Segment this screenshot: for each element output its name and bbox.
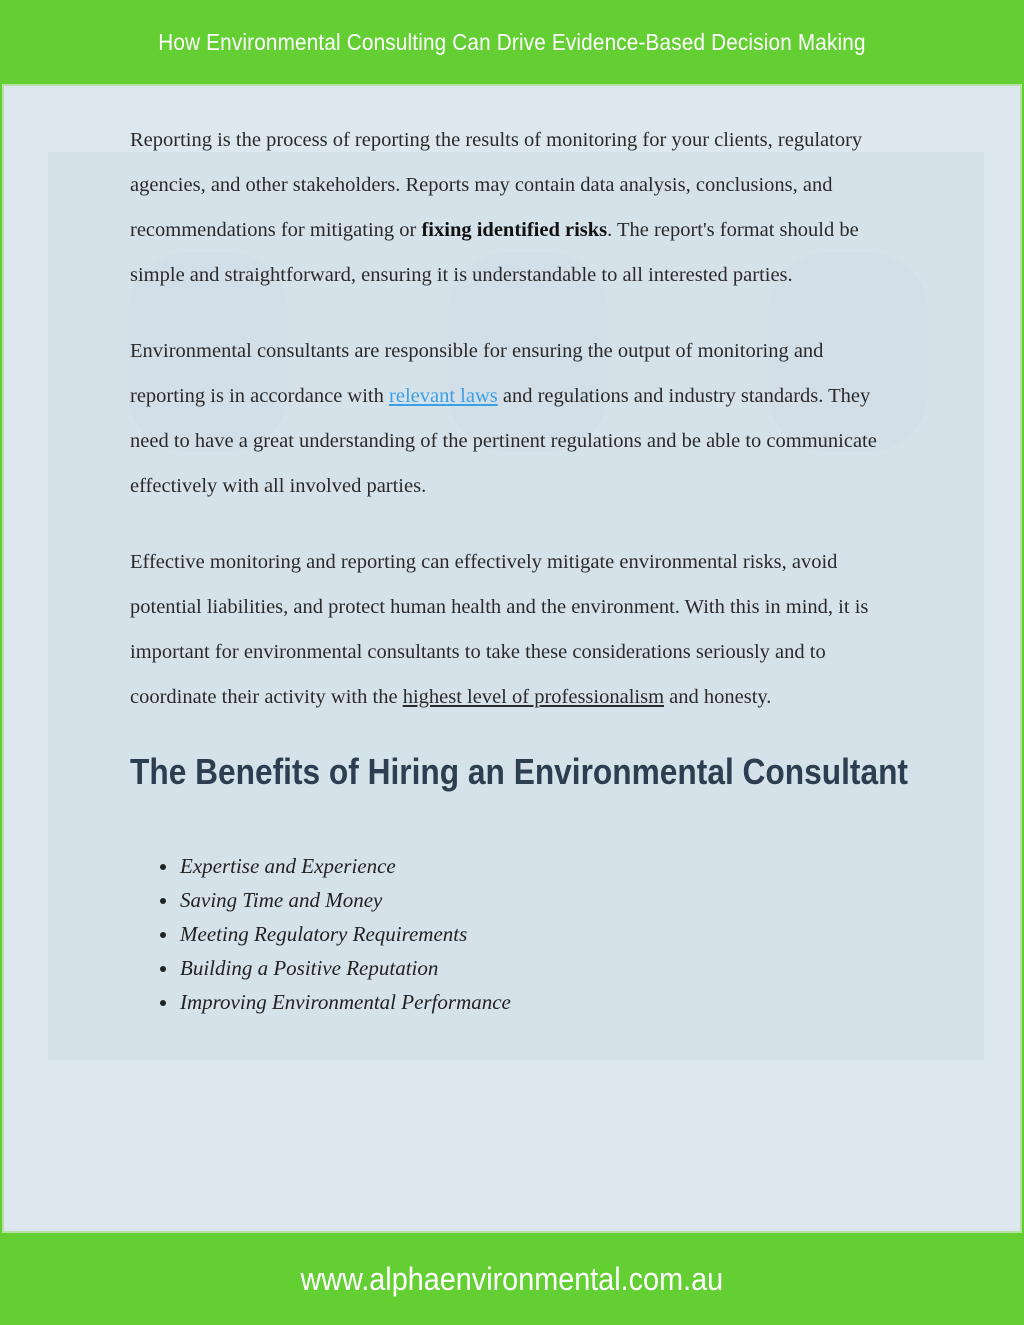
footer-url[interactable]: www.alphaenvironmental.com.au <box>300 1260 724 1297</box>
list-item <box>180 917 900 951</box>
list-item <box>180 849 900 883</box>
article-body <box>130 118 908 1019</box>
relevant-laws-link[interactable]: relevant laws <box>389 385 498 407</box>
bullet-icon <box>160 932 166 938</box>
bullet-icon <box>160 864 166 870</box>
bold-phrase: fixing identified risks <box>421 219 608 241</box>
list-item <box>180 883 900 917</box>
section-heading: The Benefits of Hiring an Environmental Consultant <box>130 751 908 792</box>
professionalism-link[interactable]: highest level of professionalism <box>402 686 665 708</box>
list-item-label: Improving Environmental Performance <box>180 990 511 1014</box>
page-footer <box>0 1233 1024 1325</box>
content-panel <box>2 84 1022 1233</box>
bullet-icon <box>160 1000 166 1006</box>
header-title: How Environmental Consulting Can Drive Evidence-Based Decision Making <box>158 28 866 55</box>
paragraph-effective-monitoring <box>130 540 900 720</box>
bullet-icon <box>160 966 166 972</box>
paragraph-text: and regulations and industry standards. They need to have a great understanding of the pertinent regulations and be able to communicate effectively with all involved parties. <box>130 385 877 497</box>
list-item-label: Saving Time and Money <box>180 888 383 912</box>
list-item <box>180 985 900 1019</box>
bullet-icon <box>160 898 166 904</box>
list-item-label: Building a Positive Reputation <box>180 956 439 980</box>
paragraph-text: . The report's format should be simple and straightforward, ensuring it is understandable to all interested parties. <box>130 219 859 286</box>
list-item <box>180 951 900 985</box>
list-item-label: Expertise and Experience <box>180 854 396 878</box>
paragraph-text: Environmental consultants are responsible for ensuring the output of monitoring and reporting is in accordance with <box>130 340 824 407</box>
paragraph-text: Reporting is the process of reporting the results of monitoring for your clients, regulatory agencies, and other stakeholders. Reports may contain data analysis, conclusions, and recommendations for mitigating or <box>130 129 863 241</box>
benefits-list <box>180 849 900 1019</box>
paragraph-responsibilities <box>130 329 900 509</box>
page-header <box>0 0 1024 84</box>
paragraph-text: Effective monitoring and reporting can effectively mitigate environmental risks, avoid potential liabilities, and protect human health and the environment. With this in mind, it is important for environmental consultants to take these considerations seriously and to coordinate their activity with the <box>130 551 869 708</box>
list-item-label: Meeting Regulatory Requirements <box>180 922 468 946</box>
paragraph-reporting <box>130 118 900 298</box>
paragraph-text: and honesty. <box>664 686 772 708</box>
